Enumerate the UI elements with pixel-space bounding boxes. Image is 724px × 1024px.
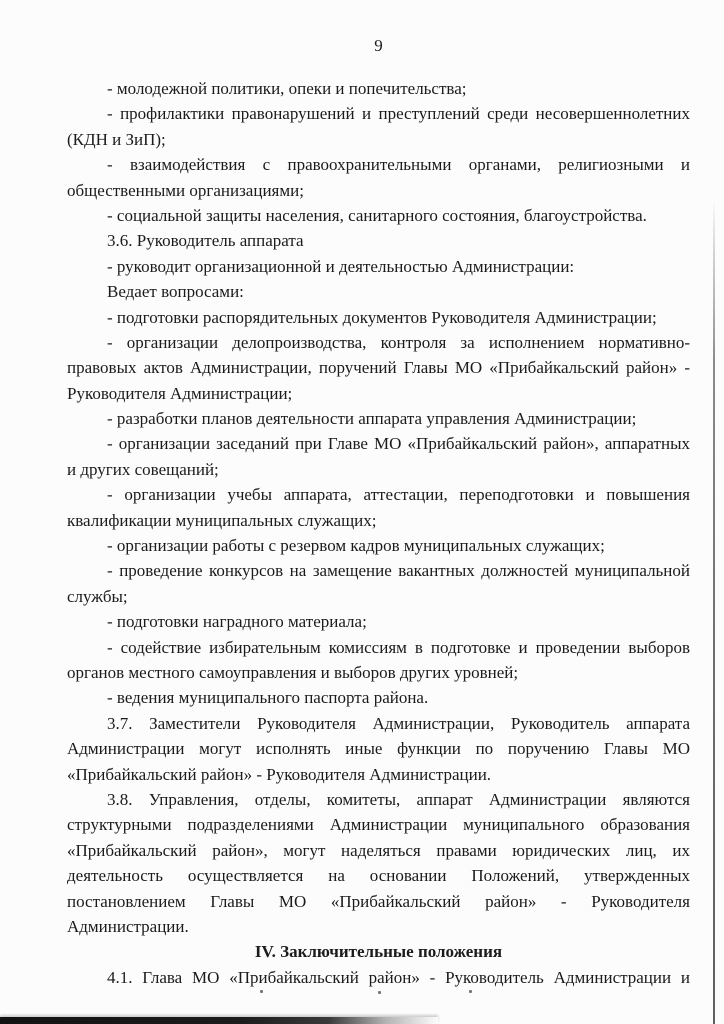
scan-artifact-right-edge (713, 200, 715, 1024)
text-line: - подготовки распорядительных документов Руководителя Администрации; (107, 307, 657, 327)
text-line: 3.6. Руководитель аппарата (107, 231, 304, 251)
text-line: Ведает вопросами: (107, 282, 244, 302)
text-line: структурными подразделениями Администрации муниципального образования (67, 815, 690, 835)
document-body (67, 76, 690, 990)
text-line: (КДН и ЗиП); (67, 129, 166, 149)
text-line: - руководит организационной и деятельностью Администрации: (107, 256, 575, 276)
text-line: Администрации могут исполнять иные функции по поручению Главы МО (67, 739, 690, 759)
text-line: - организации работы с резервом кадров муниципальных служащих; (107, 536, 605, 556)
text-line: - разработки планов деятельности аппарата управления Администрации; (107, 409, 637, 429)
text-line: - подготовки наградного материала; (107, 612, 367, 632)
scan-artifact-bottom-edge (0, 1017, 438, 1024)
text-line: Администрации. (67, 916, 189, 936)
text-line: и других совещаний; (67, 459, 219, 479)
text-line: - молодежной политики, опеки и попечительства; (107, 79, 467, 98)
text-line: службы; (67, 586, 128, 606)
scan-noise-speck (378, 991, 381, 994)
text-line: 3.8. Управления, отделы, комитеты, аппарат Администрации являются (107, 789, 690, 809)
text-line: органов местного самоуправления и выборов других уровней; (67, 662, 519, 682)
text-line: - организации делопроизводства, контроля за исполнением нормативно- (107, 332, 690, 352)
text-line: общественными организациями; (67, 180, 304, 200)
scan-noise-speck (260, 990, 263, 993)
text-line: - взаимодействия с правоохранительными органами, религиозными и (107, 155, 690, 175)
text-line: - содействие избирательным комиссиям в подготовке и проведении выборов (107, 637, 690, 657)
text-line: 4.1. Глава МО «Прибайкальский район» - Руководитель Администрации и (107, 967, 690, 987)
text-line: деятельность осуществляется на основании Положений, утвержденных (67, 866, 690, 886)
text-line: постановлением Главы МО «Прибайкальский район» - Руководителя (67, 891, 690, 911)
text-line: - организации заседаний при Главе МО «Прибайкальский район», аппаратных (107, 434, 690, 454)
text-line: правовых актов Администрации, поручений Главы МО «Прибайкальский район» - (67, 358, 690, 378)
text-line: квалификации муниципальных служащих; (67, 510, 377, 530)
text-line: - организации учебы аппарата, аттестации, переподготовки и повышения (107, 485, 690, 505)
text-line: - профилактики правонарушений и преступлений среди несовершеннолетних (107, 104, 690, 124)
scan-noise-speck (469, 990, 472, 993)
text-line: 3.7. Заместители Руководителя Администрации, Руководитель аппарата (107, 713, 690, 733)
text-line: - социальной защиты населения, санитарного состояния, благоустройства. (107, 205, 647, 225)
text-line: «Прибайкальский район» - Руководителя Администрации. (67, 764, 492, 784)
page-number: 9 (374, 36, 383, 55)
text-line: «Прибайкальский район», могут наделяться правами юридических лиц, их (67, 840, 690, 860)
text-line: - проведение конкурсов на замещение вакантных должностей муниципальной (107, 561, 690, 581)
text-line: - ведения муниципального паспорта района. (107, 688, 429, 708)
text-line: Руководителя Администрации; (67, 383, 293, 403)
section-heading: IV. Заключительные положения (254, 942, 503, 962)
